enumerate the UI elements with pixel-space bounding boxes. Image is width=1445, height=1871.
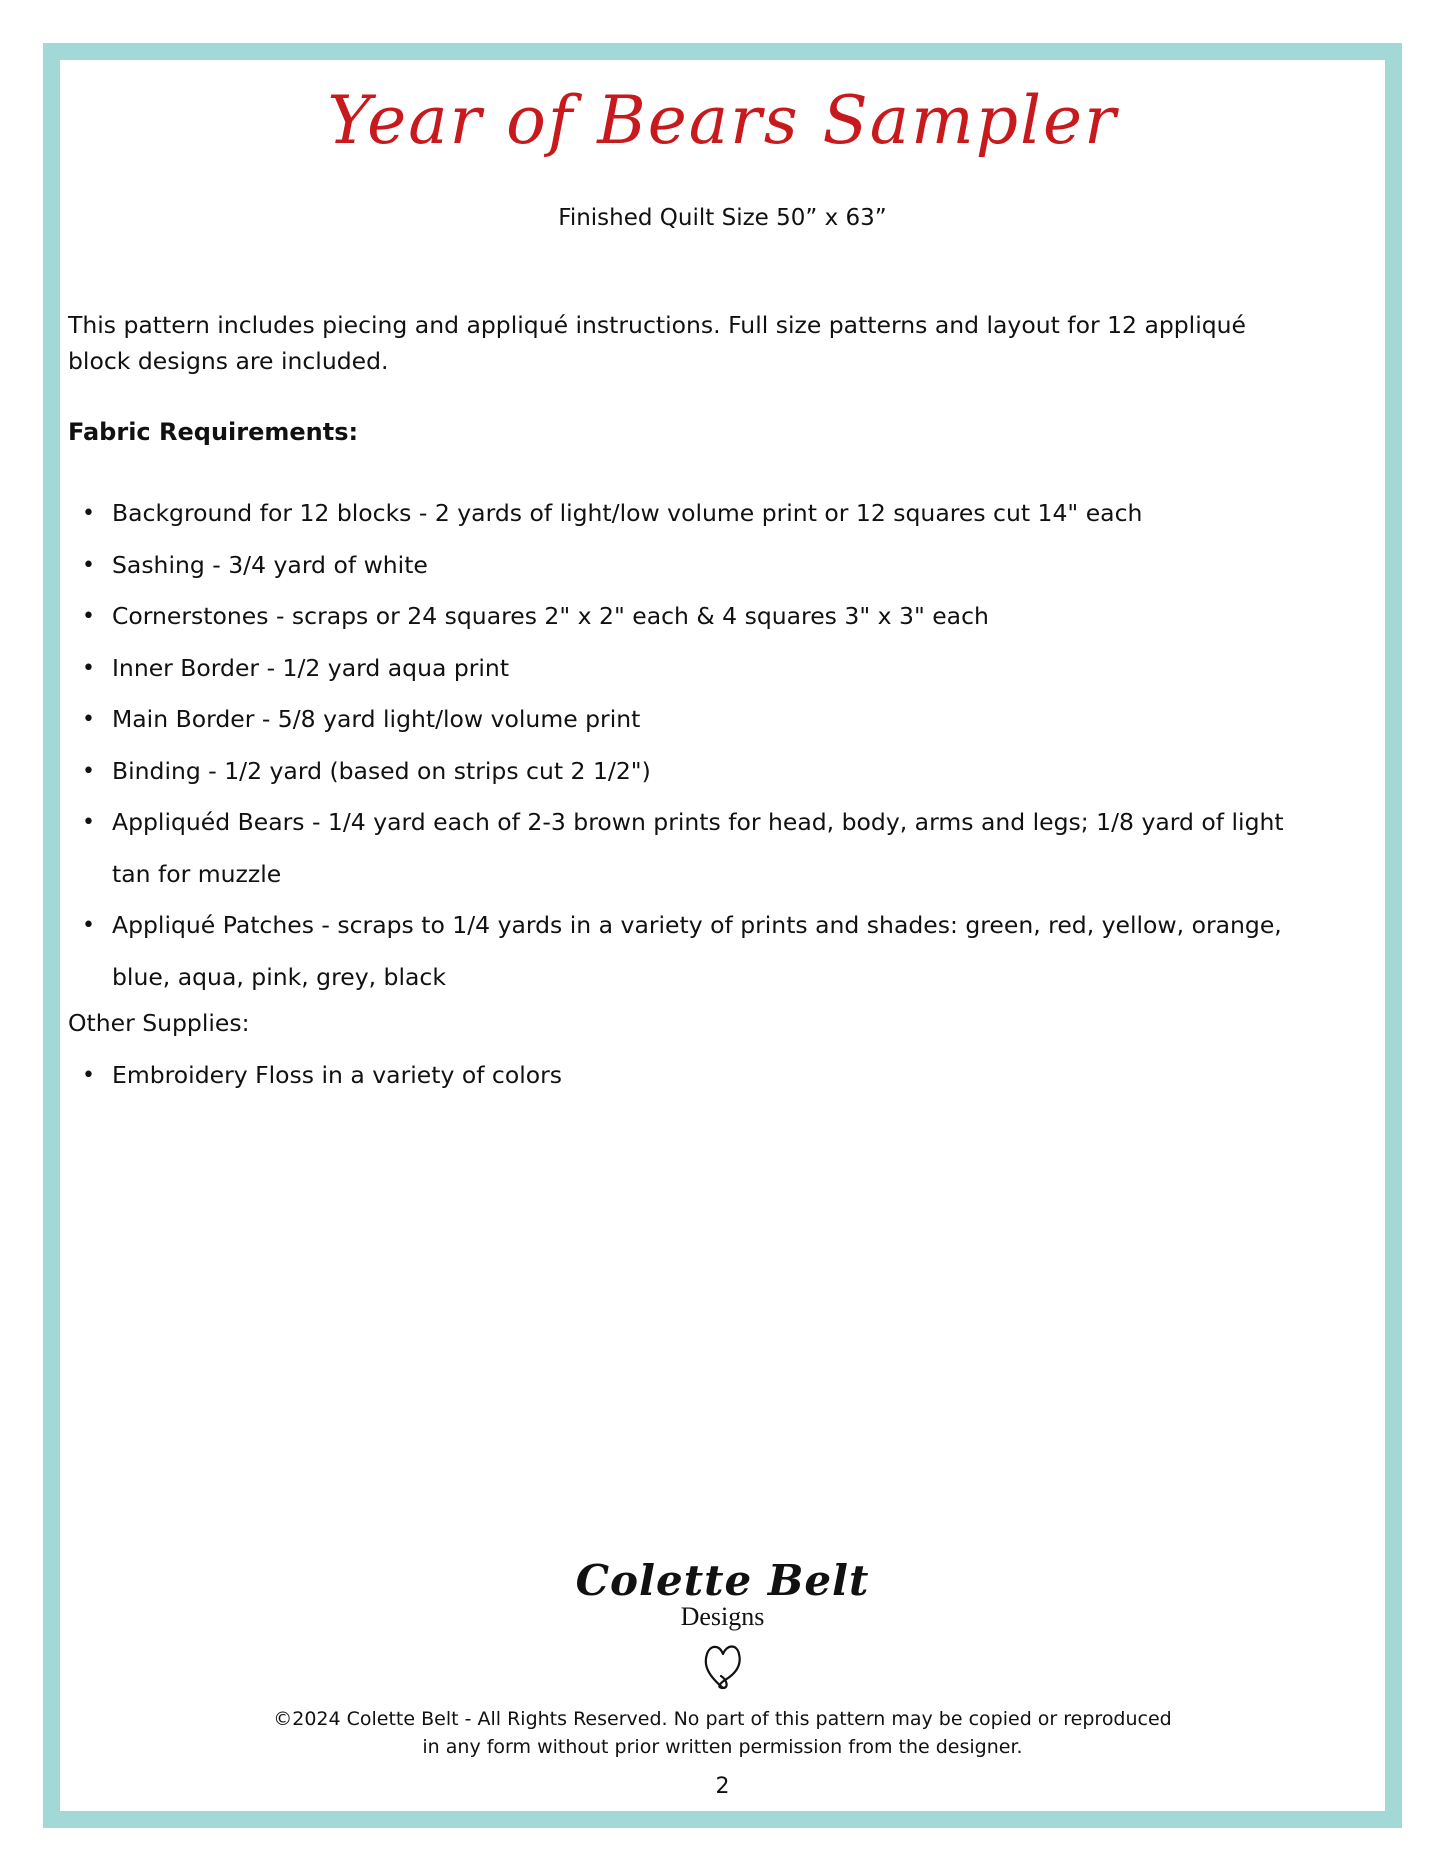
bullet-icon: • bbox=[82, 501, 95, 526]
bullet-icon: • bbox=[82, 1063, 95, 1088]
list-item bbox=[68, 694, 1318, 746]
list-item bbox=[68, 540, 1318, 592]
list-item-text: Appliquéd Bears - 1/4 yard each of 2-3 brown prints for head, body, arms and legs; 1/8 yard of light tan for muzzle bbox=[112, 808, 1284, 888]
bullet-icon: • bbox=[82, 810, 95, 835]
list-item-text: Background for 12 blocks - 2 yards of light/low volume print or 12 squares cut 14" each bbox=[112, 499, 1143, 527]
intro-paragraph: This pattern includes piecing and appliqué instructions. Full size patterns and layout for 12 appliqué block designs are included. bbox=[68, 311, 1247, 375]
list-item-text: Binding - 1/2 yard (based on strips cut 2 1/2") bbox=[112, 756, 651, 785]
list-item bbox=[68, 900, 1318, 1003]
list-item bbox=[68, 746, 1318, 798]
page-number: 2 bbox=[715, 1774, 730, 1799]
other-supplies-list bbox=[68, 1050, 1318, 1102]
fabric-requirements-list bbox=[68, 488, 1318, 1003]
list-item bbox=[68, 591, 1318, 643]
logo-name: Colette Belt bbox=[575, 1556, 870, 1605]
quilt-size-subtitle: Finished Quilt Size 50” x 63” bbox=[558, 205, 887, 231]
fabric-requirements-heading: Fabric Requirements: bbox=[68, 418, 359, 446]
list-item bbox=[68, 1050, 1318, 1102]
list-item-text: Sashing - 3/4 yard of white bbox=[112, 550, 428, 579]
copyright-notice bbox=[0, 1705, 1445, 1761]
bullet-icon: • bbox=[82, 913, 95, 938]
bullet-icon: • bbox=[82, 707, 95, 732]
designer-logo bbox=[0, 1556, 1445, 1690]
list-item-text: Inner Border - 1/2 yard aqua print bbox=[112, 653, 510, 682]
copyright-line: ©2024 Colette Belt - All Rights Reserved. No part of this pattern may be copied or reproduced bbox=[273, 1708, 1172, 1730]
bullet-icon: • bbox=[82, 758, 95, 784]
copyright-line: in any form without prior written permission from the designer. bbox=[422, 1736, 1023, 1758]
list-item bbox=[68, 488, 1318, 540]
list-item-text: Main Border - 5/8 yard light/low volume print bbox=[112, 705, 641, 733]
bullet-icon: • bbox=[82, 552, 95, 578]
list-item-text: Appliqué Patches - scraps to 1/4 yards in a variety of prints and shades: green, red, yellow, orange, blue, aqua, pink, grey, black bbox=[112, 911, 1282, 991]
list-item bbox=[68, 643, 1318, 695]
bullet-icon: • bbox=[82, 655, 95, 681]
heart-icon bbox=[701, 1632, 745, 1690]
list-item-text: Embroidery Floss in a variety of colors bbox=[112, 1061, 563, 1089]
list-item-text: Cornerstones - scraps or 24 squares 2" x 2" each & 4 squares 3" x 3" each bbox=[112, 602, 989, 630]
bullet-icon: • bbox=[82, 604, 95, 629]
document-title: Year of Bears Sampler bbox=[327, 82, 1118, 159]
list-item bbox=[68, 797, 1318, 900]
logo-subtitle: Designs bbox=[680, 1602, 765, 1631]
other-supplies-label: Other Supplies: bbox=[68, 1009, 250, 1037]
